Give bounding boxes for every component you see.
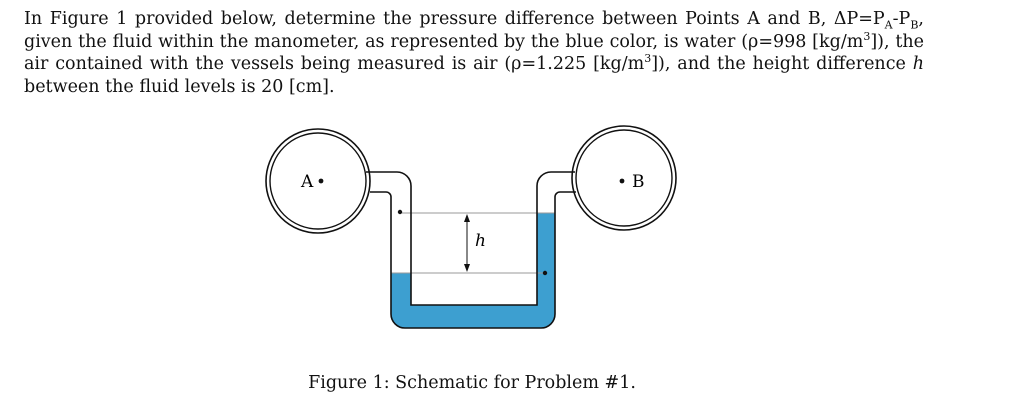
vessel-b — [572, 126, 676, 230]
water-fill — [391, 213, 555, 328]
subscript-a: A — [884, 18, 893, 32]
vessel-a — [266, 129, 370, 233]
label-a: A — [301, 172, 314, 192]
problem-text-6: between the fluid levels is 20 [cm]. — [24, 76, 335, 97]
label-b: B — [632, 172, 645, 192]
point-left-marker — [398, 210, 402, 214]
figure-caption: Figure 1: Schematic for Problem #1. — [308, 373, 636, 393]
problem-text-4: ]), the air contained with the vessels being measured is air (ρ=1.225 [kg/m — [24, 31, 924, 74]
height-arrow-top — [464, 214, 470, 222]
problem-text-1: In Figure 1 provided below, determine the pressure difference between Points A and B, ΔP=P — [24, 9, 885, 29]
height-arrow-bottom — [464, 264, 470, 272]
problem-text-2: -P — [892, 9, 911, 29]
problem-text-5: ]), and the height difference — [651, 54, 913, 74]
subscript-b: B — [910, 18, 919, 32]
exponent-2: 3 — [644, 52, 652, 66]
label-h: h — [475, 231, 486, 251]
point-b-marker — [620, 179, 625, 184]
height-symbol: h — [912, 54, 924, 74]
point-a-marker — [319, 179, 324, 184]
problem-text-3: , given the fluid within the manometer, as represented by the blue color, is water (ρ=998 [kg/m — [24, 9, 924, 52]
point-right-marker — [543, 271, 547, 275]
exponent-1: 3 — [863, 29, 871, 43]
